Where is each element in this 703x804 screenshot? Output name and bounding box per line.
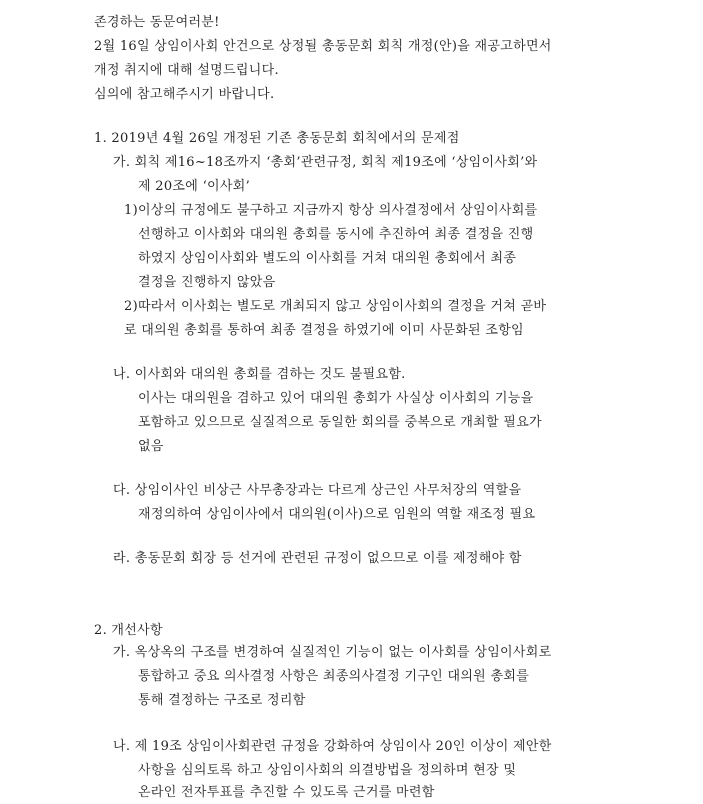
item-da-line: 다. 상임이사인 비상근 사무총장과는 다르게 상근인 사무처장의 역할을 bbox=[113, 483, 522, 498]
sub-item-1-line: 선행하고 이사회와 대의원 총회를 동시에 추진하여 최종 결정을 진행 bbox=[138, 227, 534, 242]
item-na-line: 사항을 심의토록 하고 상임이사회의 의결방법을 정의하며 현장 및 bbox=[138, 763, 517, 778]
item-na-line: 나. 이사회와 대의원 총회를 겸하는 것도 불필요함. bbox=[113, 367, 406, 382]
sub-item-1-line: 결정을 진행하지 않았음 bbox=[138, 275, 276, 290]
item-da-line: 재정의하여 상임이사에서 대의원(이사)으로 임원의 역할 재조정 필요 bbox=[138, 507, 536, 522]
item-na-line: 이사는 대의원을 겸하고 있어 대의원 총회가 사실상 이사회의 기능을 bbox=[138, 391, 534, 406]
item-ga-line: 제 20조에 ‘이사회’ bbox=[138, 179, 251, 194]
item-na-line: 나. 제 19조 상임이사회관련 규정을 강화하여 상임이사 20인 이상이 제안한 bbox=[113, 739, 552, 754]
sub-item-1-line: 하였지 상임이사회와 별도의 이사회를 거쳐 대의원 총회에서 최종 bbox=[138, 251, 517, 266]
sub-item-2-line: 로 대의원 총회를 통하여 최종 결정을 하였기에 이미 사문화된 조항임 bbox=[124, 323, 524, 338]
item-na-line: 포함하고 있으므로 실질적으로 동일한 회의를 중복으로 개최할 필요가 bbox=[138, 415, 542, 430]
greeting-line: 2월 16일 상임이사회 안건으로 상정될 총동문회 회칙 개정(안)을 재공고하면서 bbox=[94, 39, 552, 54]
sub-item-1-line: 1)이상의 규정에도 불구하고 지금까지 항상 의사결정에서 상임이사회를 bbox=[124, 203, 538, 218]
greeting-line: 존경하는 동문여러분! bbox=[94, 15, 220, 30]
sub-item-2-line: 2)따라서 이사회는 별도로 개최되지 않고 상임이사회의 결정을 거쳐 곧바 bbox=[124, 299, 547, 314]
greeting-line: 개정 취지에 대해 설명드립니다. bbox=[94, 63, 279, 78]
section-heading: 2. 개선사항 bbox=[94, 623, 163, 638]
item-ga-line: 가. 회칙 제16~18조까지 ‘총회’관련규정, 회칙 제19조에 ‘상임이사회’와 bbox=[113, 155, 538, 170]
section-heading: 1. 2019년 4월 26일 개정된 기존 총동문회 회칙에서의 문제점 bbox=[94, 131, 460, 146]
greeting-line: 심의에 참고해주시기 바랍니다. bbox=[94, 87, 275, 102]
item-ra-line: 라. 총동문회 회장 등 선거에 관련된 규정이 없으므로 이를 제정해야 함 bbox=[113, 551, 522, 566]
item-na-line: 없음 bbox=[138, 439, 164, 454]
item-ga-line: 가. 옥상옥의 구조를 변경하여 실질적인 기능이 없는 이사회를 상임이사회로 bbox=[113, 645, 552, 660]
item-na-line: 온라인 전자투표를 추진할 수 있도록 근거를 마련함 bbox=[138, 785, 435, 800]
item-ga-line: 통해 결정하는 구조로 정리함 bbox=[138, 693, 306, 708]
item-ga-line: 통합하고 중요 의사결정 사항은 최종의사결정 기구인 대의원 총회를 bbox=[138, 669, 530, 684]
